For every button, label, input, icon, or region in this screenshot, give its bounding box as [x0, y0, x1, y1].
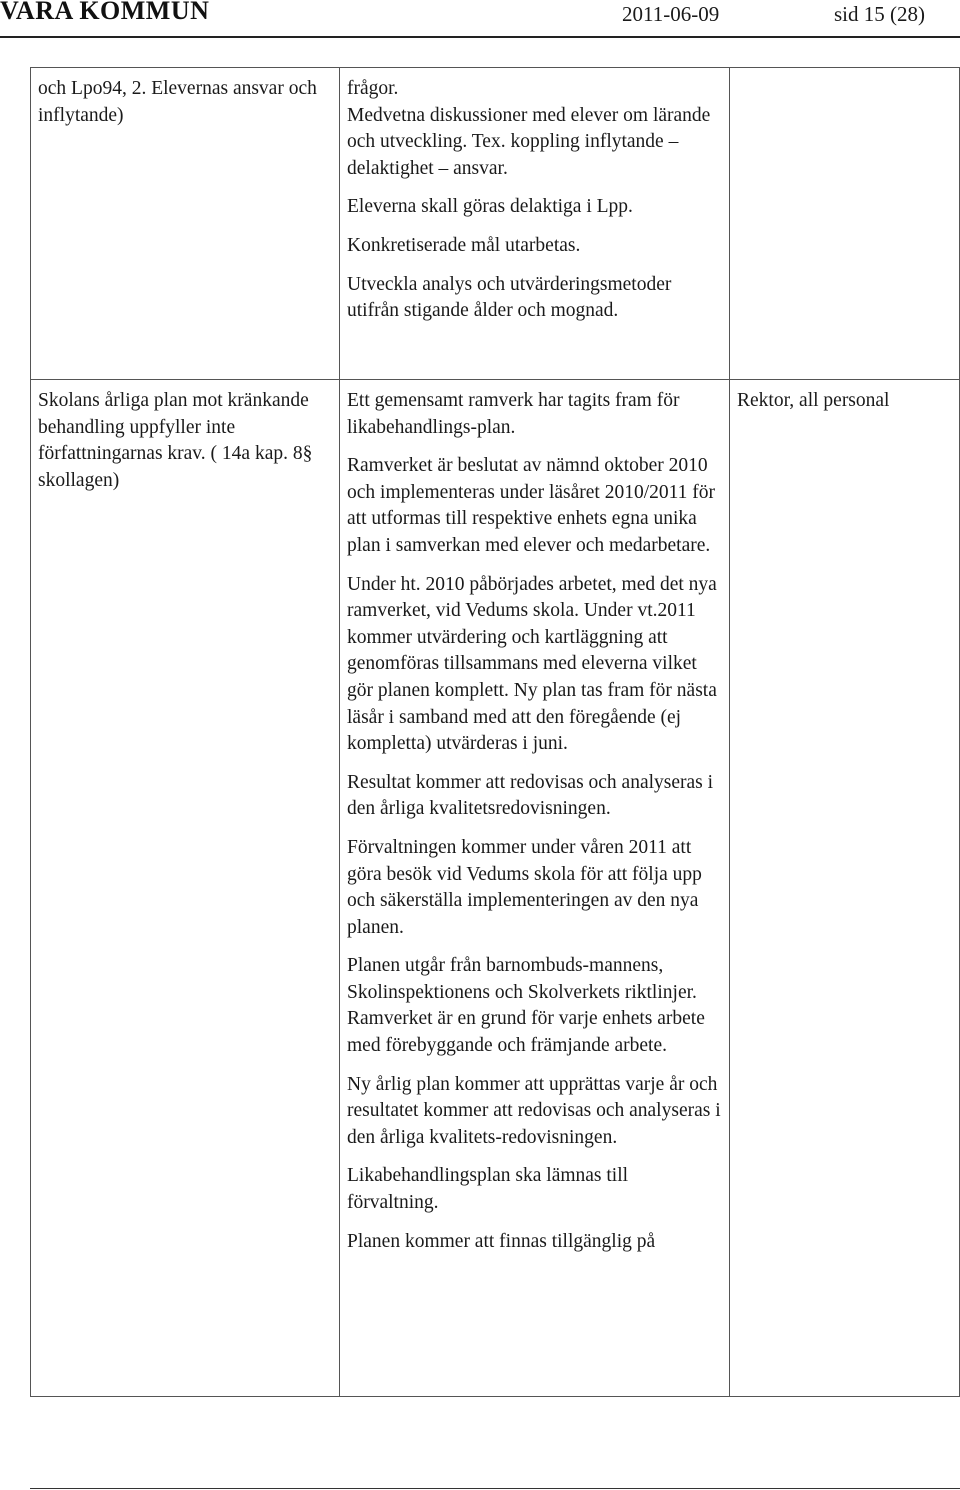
cell-paragraph: och Lpo94, 2. Elevernas ansvar och inflytande) — [38, 78, 317, 126]
table-cell-actions — [340, 68, 730, 380]
document-date: 2011-06-09 — [622, 2, 720, 26]
page-header — [0, 0, 960, 34]
cell-paragraph: Eleverna skall göras delaktiga i Lpp. — [347, 196, 633, 218]
header-divider — [0, 36, 960, 38]
table-cell-responsible — [730, 68, 960, 380]
organization-name: VARA KOMMUN — [0, 0, 210, 25]
cell-paragraph: Planen kommer att finnas tillgänglig på — [347, 1230, 656, 1252]
cell-paragraph: Konkretiserade mål utarbetas. — [347, 234, 581, 256]
footer-divider — [30, 1488, 960, 1489]
cell-paragraph: Likabehandlingsplan ska lämnas till förvaltning. — [347, 1165, 629, 1214]
page-number: sid 15 (28) — [834, 2, 925, 26]
table-cell-area — [31, 380, 340, 1397]
table-cell-responsible — [730, 380, 960, 1397]
cell-paragraph: Ramverket är beslutat av nämnd oktober 2010 och implementeras under läsåret 2010/2011 för att utformas till respektive enhets egna unika plan i samverkan med elever och medarbetare. — [347, 455, 716, 556]
table-cell-actions — [340, 380, 730, 1397]
cell-paragraph: Utveckla analys och utvärderingsmetoder utifrån stigande ålder och mognad. — [347, 273, 672, 322]
cell-paragraph: Medvetna diskussioner med elever om lärande och utveckling. Tex. koppling inflytande – delaktighet – ansvar. — [347, 104, 711, 179]
table-cell-area — [31, 68, 340, 380]
cell-paragraph: Rektor, all personal — [737, 390, 890, 411]
cell-paragraph: Resultat kommer att redovisas och analyseras i den årliga kvalitetsredovisningen. — [347, 771, 714, 820]
cell-paragraph: Planen utgår från barnombuds-mannens, Skolinspektionens och Skolverkets riktlinjer. Ramverket är en grund för varje enhets arbete med förebyggande och främjande arbete. — [347, 955, 705, 1057]
cell-paragraph: Skolans årliga plan mot kränkande behandling uppfyller inte författningarnas krav. ( 14a kap. 8§ skollagen) — [38, 390, 313, 491]
cell-paragraph: Ett gemensamt ramverk har tagits fram för likabehandlings-plan. — [347, 390, 680, 438]
cell-paragraph: Förvaltningen kommer under våren 2011 att göra besök vid Vedums skola för att följa upp och säkerställa implementeringen av den nya planen. — [347, 836, 702, 938]
table-row — [31, 380, 960, 1397]
action-plan-table — [30, 67, 960, 1397]
cell-paragraph: Under ht. 2010 påbörjades arbetet, med det nya ramverket, vid Vedums skola. Under vt.2011 kommer utvärdering och kartläggning att genomföras tillsammans med eleverna vilket gör planen komplett. Ny plan tas fram för nästa läsår i samband med att den föregående (ej kompletta) utvärderas i juni. — [347, 573, 717, 755]
cell-paragraph: frågor. — [347, 78, 399, 99]
table-row — [31, 68, 960, 380]
cell-paragraph: Ny årlig plan kommer att upprättas varje år och resultatet kommer att redovisas och analyseras i den årliga kvalitets-redovisningen. — [347, 1073, 721, 1148]
